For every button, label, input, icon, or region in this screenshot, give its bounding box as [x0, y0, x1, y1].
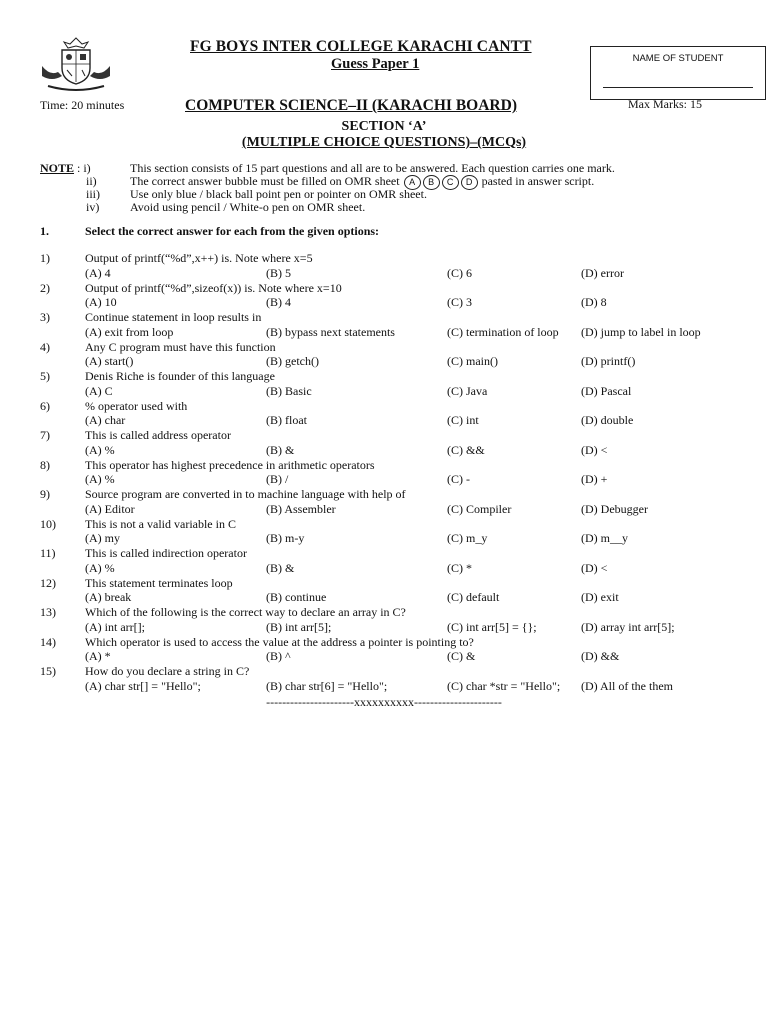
option-d: (D) jump to label in loop [581, 324, 701, 339]
option-c: (C) char *str = "Hello"; [447, 678, 561, 693]
option-c: (C) && [447, 442, 485, 457]
option-d: (D) < [581, 560, 608, 575]
note-text: This section consists of 15 part questions and all are to be answered. Each question carries one mark. [130, 161, 615, 175]
option-c: (C) 3 [447, 295, 472, 309]
paper-title: Guess Paper 1 [331, 56, 420, 72]
question-number: 14) [40, 634, 56, 649]
note-label: NOTE [40, 161, 75, 175]
option-b: (B) 4 [266, 295, 291, 309]
option-d: (D) exit [581, 590, 619, 604]
note-number: ii) [86, 174, 97, 188]
option-a: (A) my [85, 531, 120, 545]
option-d: (D) Pascal [581, 383, 632, 398]
mcq-heading: (MULTIPLE CHOICE QUESTIONS)–(MCQs) [241, 135, 527, 150]
option-b: (B) / [266, 472, 289, 486]
option-a: (A) break [85, 590, 132, 604]
question-number: 15) [40, 664, 56, 678]
omr-bubble-b: B [423, 175, 440, 190]
question-text: Denis Riche is founder of this language [85, 369, 275, 383]
option-b: (B) getch() [266, 354, 319, 368]
note-text: Avoid using pencil / White-o pen on OMR sheet. [130, 200, 366, 214]
question-number: 11) [40, 546, 56, 560]
option-b: (B) continue [266, 590, 327, 604]
option-b: (B) Basic [266, 383, 312, 398]
question-text: This operator has highest precedence in arithmetic operators [85, 457, 375, 472]
college-crest-logo [38, 36, 114, 92]
option-a: (A) exit from loop [85, 324, 174, 339]
college-title: FG BOYS INTER COLLEGE KARACHI CANTT [190, 38, 532, 55]
question-number: 10) [40, 516, 56, 531]
question-number: 9) [40, 487, 50, 501]
option-b: (B) m-y [266, 531, 305, 545]
option-c: (C) main() [447, 354, 498, 368]
option-d: (D) && [581, 649, 620, 663]
option-a: (A) C [85, 383, 113, 398]
question-number: 13) [40, 605, 56, 619]
option-c: (C) int arr[5] = {}; [447, 619, 537, 634]
omr-bubble-c: C [442, 175, 459, 190]
option-b: (B) float [266, 413, 307, 427]
question-text: This is not a valid variable in C [85, 516, 236, 531]
option-b: (B) Assembler [266, 501, 336, 516]
note-number: : i) [77, 161, 91, 175]
max-marks: Max Marks: 15 [628, 97, 702, 111]
option-d: (D) 8 [581, 295, 607, 309]
option-a: (A) Editor [85, 501, 135, 516]
option-a: (A) char str[] = "Hello"; [85, 678, 201, 693]
question-text: Which of the following is the correct way to declare an array in C? [85, 605, 406, 619]
option-b: (B) char str[6] = "Hello"; [266, 678, 388, 693]
question-number: 2) [40, 280, 50, 295]
question-number: 6) [40, 398, 50, 413]
option-d: (D) All of the them [581, 678, 673, 693]
note-text: The correct answer bubble must be filled on OMR sheet [130, 174, 400, 188]
question-number: 12) [40, 575, 56, 590]
question-text: Any C program must have this function [85, 339, 276, 354]
option-a: (A) % [85, 560, 115, 575]
instruction-number: 1. [40, 224, 49, 238]
option-d: (D) + [581, 472, 608, 486]
option-c: (C) termination of loop [447, 324, 559, 339]
option-c: (C) 6 [447, 265, 472, 280]
option-d: (D) array int arr[5]; [581, 619, 675, 634]
option-c: (C) - [447, 472, 470, 486]
question-number: 4) [40, 339, 50, 354]
student-name-box[interactable] [590, 46, 766, 100]
option-c: (C) Compiler [447, 501, 512, 516]
exam-time: Time: 20 minutes [40, 98, 125, 112]
option-b: (B) & [266, 442, 295, 457]
end-marker: ----------------------xxxxxxxxxx---------------------- [266, 695, 502, 709]
option-d: (D) m__y [581, 531, 628, 545]
question-text: Which operator is used to access the value at the address a pointer is pointing to? [85, 634, 474, 649]
omr-bubble-d: D [461, 175, 478, 190]
option-a: (A) 4 [85, 265, 111, 280]
question-text: This is called address operator [85, 428, 231, 442]
note-number: iv) [86, 200, 100, 214]
note-number: iii) [86, 187, 100, 201]
question-text: How do you declare a string in C? [85, 664, 250, 678]
option-d: (D) printf() [581, 354, 636, 368]
option-c: (C) int [447, 413, 479, 427]
question-text: This statement terminates loop [85, 575, 233, 590]
student-name-line [603, 87, 753, 88]
note-text-after: pasted in answer script. [481, 174, 595, 188]
option-a: (A) char [85, 413, 126, 427]
option-a: (A) % [85, 442, 115, 457]
student-name-label: NAME OF STUDENT [632, 53, 724, 64]
option-b: (B) 5 [266, 265, 291, 280]
option-a: (A) % [85, 472, 115, 486]
option-b: (B) ^ [266, 649, 291, 663]
option-a: (A) start() [85, 354, 134, 368]
option-d: (D) error [581, 265, 624, 280]
question-text: This is called indirection operator [85, 546, 247, 560]
option-c: (C) * [447, 560, 472, 575]
section-heading: SECTION ‘A’ [341, 119, 427, 134]
question-number: 8) [40, 457, 50, 472]
subject-title: COMPUTER SCIENCE–II (KARACHI BOARD) [185, 97, 517, 114]
option-d: (D) < [581, 442, 608, 457]
option-d: (D) Debugger [581, 501, 648, 516]
option-c: (C) Java [447, 383, 488, 398]
option-b: (B) & [266, 560, 295, 575]
question-text: Output of printf(“%d”,x++) is. Note where x=5 [85, 251, 313, 265]
question-number: 7) [40, 428, 50, 442]
question-text: Output of printf(“%d”,sizeof(x)) is. Note where x=10 [85, 280, 342, 295]
question-text: Continue statement in loop results in [85, 310, 262, 324]
question-number: 1) [40, 251, 50, 265]
option-c: (C) & [447, 649, 476, 663]
option-a: (A) int arr[]; [85, 619, 145, 634]
option-a: (A) 10 [85, 295, 117, 309]
option-c: (C) m_y [447, 531, 488, 545]
question-number: 3) [40, 310, 50, 324]
option-b: (B) bypass next statements [266, 324, 395, 339]
option-d: (D) double [581, 413, 634, 427]
option-a: (A) * [85, 649, 111, 663]
omr-bubble-a: A [404, 175, 421, 190]
question-number: 5) [40, 369, 50, 383]
question-text: Source program are converted in to machine language with help of [85, 487, 406, 501]
note-text: Use only blue / black ball point pen or pointer on OMR sheet. [130, 187, 427, 201]
instruction-text: Select the correct answer for each from the given options: [85, 224, 380, 238]
option-c: (C) default [447, 590, 500, 604]
question-text: % operator used with [85, 398, 188, 413]
option-b: (B) int arr[5]; [266, 619, 332, 634]
